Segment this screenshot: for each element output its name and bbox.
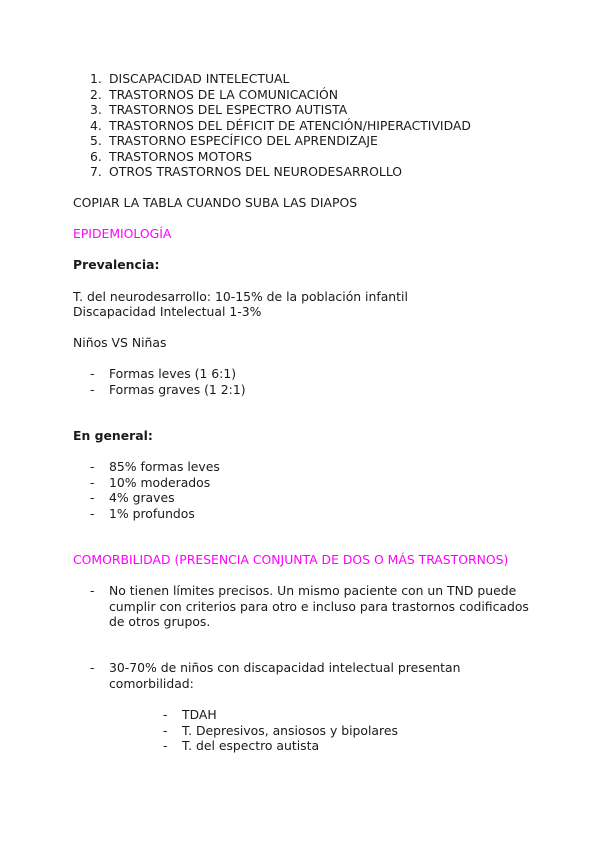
list-item: - 85% formas leves: [90, 459, 220, 474]
prevalencia-line-2: Discapacidad Intelectual 1-3%: [73, 304, 262, 319]
list-item: - 4% graves: [90, 490, 175, 505]
list-item: 5. TRASTORNO ESPECÍFICO DEL APRENDIZAJE: [90, 133, 378, 148]
trastornos-list: [90, 71, 471, 180]
general-list: [90, 459, 220, 521]
list-item: - 10% moderados: [90, 474, 211, 490]
list-item: - 30-70% de niños con discapacidad intelectual presentan comorbilidad:: [90, 660, 461, 691]
list-item: 3. TRASTORNOS DEL ESPECTRO AUTISTA: [90, 102, 348, 117]
list-item: - T. Depresivos, ansiosos y bipolares: [163, 722, 398, 738]
comorbilidad-heading: COMORBILIDAD (PRESENCIA CONJUNTA DE DOS O MÁS TRASTORNOS): [73, 552, 509, 567]
list-item: 2. TRASTORNOS DE LA COMUNICACIÓN: [90, 86, 339, 102]
list-item: - Formas leves (1 6:1): [90, 366, 237, 381]
epidemiologia-heading: EPIDEMIOLOGÍA: [73, 226, 172, 241]
comorbilidad-sublist: [163, 707, 398, 754]
list-item: - Formas graves (1 2:1): [90, 381, 246, 397]
prevalencia-line-1: T. del neurodesarrollo: 10-15% de la población infantil: [73, 289, 408, 304]
prevalencia-label: Prevalencia:: [73, 257, 160, 272]
comorbilidad-item-2: [90, 660, 499, 691]
comorbilidad-item-1: [90, 583, 539, 630]
formas-list: [90, 366, 246, 397]
list-item: 1. DISCAPACIDAD INTELECTUAL: [90, 71, 290, 86]
list-item: 6. TRASTORNOS MOTORS: [90, 148, 253, 164]
ninos-vs-ninas: Niños VS Niñas: [73, 335, 167, 350]
general-label: En general:: [73, 428, 153, 443]
list-item: - No tienen límites precisos. Un mismo paciente con un TND puede cumplir con criterios para otro e incluso para trastornos codificados de otros grupos.: [90, 583, 529, 629]
note-text: COPIAR LA TABLA CUANDO SUBA LAS DIAPOS: [73, 195, 358, 210]
list-item: - 1% profundos: [90, 505, 195, 521]
list-item: 7. OTROS TRASTORNOS DEL NEURODESARROLLO: [90, 164, 403, 179]
list-item: - TDAH: [163, 707, 217, 722]
list-item: 4. TRASTORNOS DEL DÉFICIT DE ATENCIÓN/HIPERACTIVIDAD: [90, 117, 471, 133]
list-item: - T. del espectro autista: [163, 738, 320, 753]
